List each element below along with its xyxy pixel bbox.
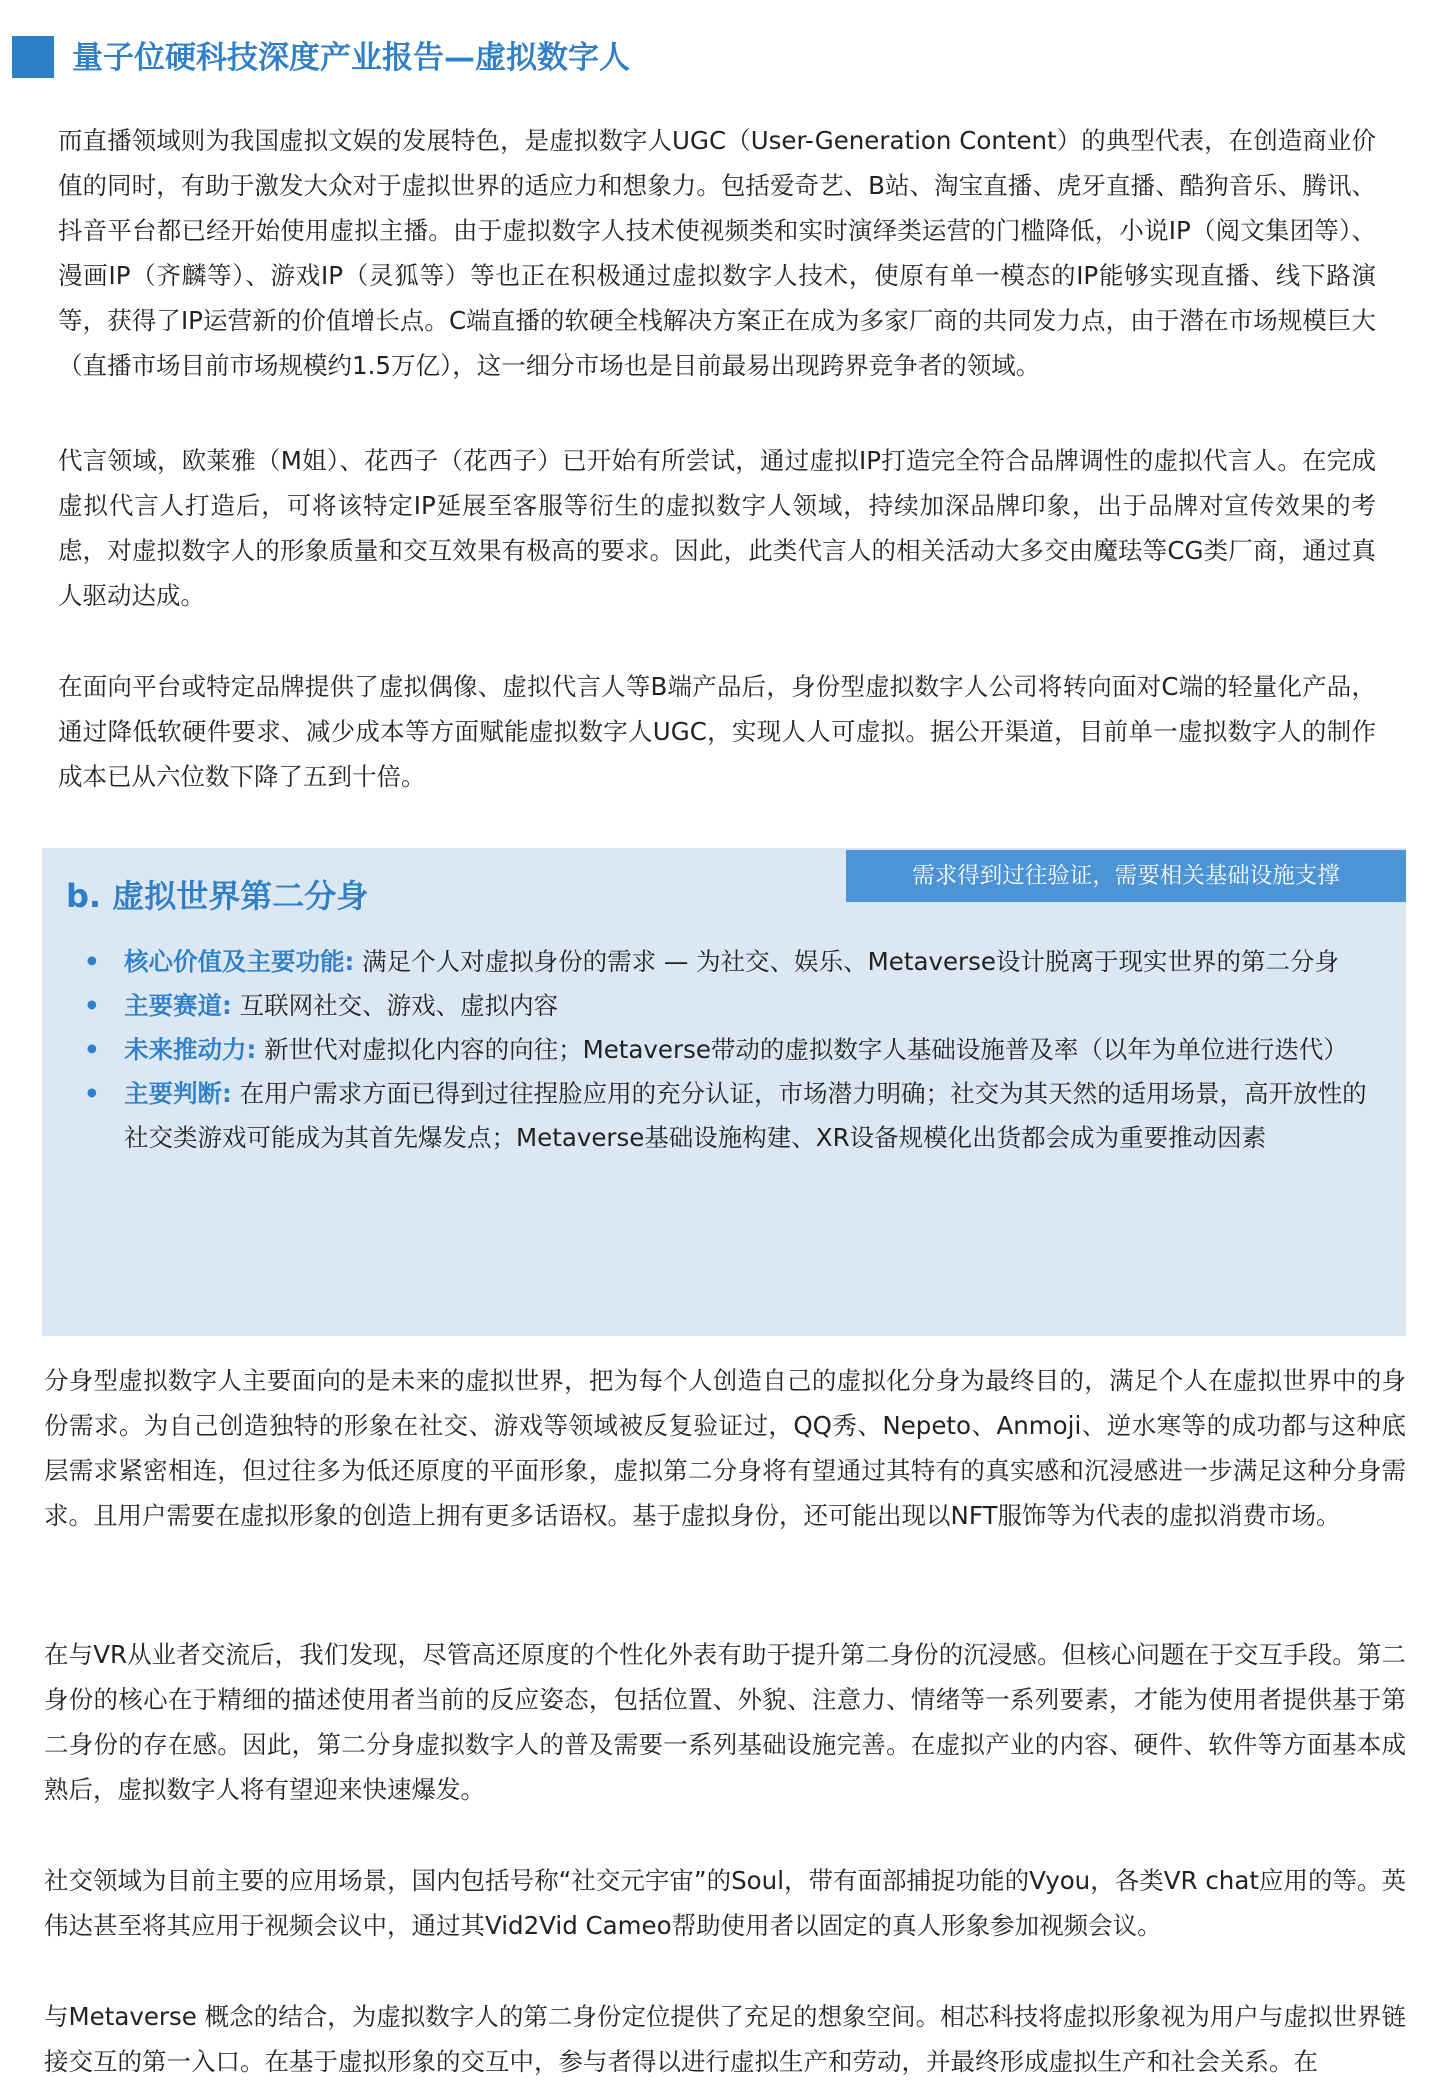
paragraph-second-avatar: 分身型虚拟数字人主要面向的是未来的虚拟世界，把为每个人创造自己的虚拟化分身为最终目的，满足个人在虚拟世界中的身份需求。为自己创造独特的形象在社交、游戏等领域被反复验证过，QQ秀、Nepeto、Anmoji、逆水寒等的成功都与这种底层需求紧密相连，但过往多为低还原度的平面形象，虚拟第二分身将有望通过其特有的真实感和沉浸感进一步满足这种分身需求。且用户需要在虚拟形象的创造上拥有更多话语权。基于虚拟身份，还可能出现以NFT服饰等为代表的虚拟消费市场。: [44, 1366, 1406, 1530]
header-accent-square: [12, 36, 54, 78]
section-summary-box: [42, 848, 1406, 1336]
summary-list: [82, 940, 1382, 1160]
list-item: [82, 1072, 1382, 1160]
paragraph-endorsement: 代言领域，欧莱雅（M姐）、花西子（花西子）已开始有所尝试，通过虚拟IP打造完全符合品牌调性的虚拟代言人。在完成虚拟代言人打造后，可将该特定IP延展至客服等衍生的虚拟数字人领域，持续加深品牌印象，出于品牌对宣传效果的考虑，对虚拟数字人的形象质量和交互效果有极高的要求。因此，此类代言人的相关活动大多交由魔珐等CG类厂商，通过真人驱动达成。: [58, 446, 1376, 610]
list-item: [82, 1028, 1382, 1072]
list-item: [82, 940, 1382, 984]
item-label: 主要赛道:: [124, 991, 232, 1020]
bullet-icon: •: [84, 947, 100, 976]
paragraph-b2c-transition: 在面向平台或特定品牌提供了虚拟偶像、虚拟代言人等B端产品后，身份型虚拟数字人公司将转向面对C端的轻量化产品，通过降低软硬件要求、减少成本等方面赋能虚拟数字人UGC，实现人人可虚拟。据公开渠道，目前单一虚拟数字人的制作成本已从六位数下降了五到十倍。: [58, 672, 1376, 791]
paragraph-social-apps: 社交领域为目前主要的应用场景，国内包括号称“社交元宇宙”的Soul，带有面部捕捉功能的Vyou，各类VR chat应用的等。英伟达甚至将其应用于视频会议中，通过其Vid2Vid Cameo帮助使用者以固定的真人形象参加视频会议。: [44, 1866, 1406, 1940]
item-text: 互联网社交、游戏、虚拟内容: [231, 991, 559, 1020]
paragraph-metaverse: 与Metaverse 概念的结合，为虚拟数字人的第二身份定位提供了充足的想象空间。相芯科技将虚拟形象视为用户与虚拟世界链接交互的第一入口。在基于虚拟形象的交互中，参与者得以进行虚拟生产和劳动，并最终形成虚拟生产和社会关系。在: [44, 2002, 1406, 2076]
item-text: 新世代对虚拟化内容的向往；Metaverse带动的虚拟数字人基础设施普及率（以年为单位进行迭代）: [256, 1035, 1348, 1064]
bullet-icon: •: [84, 991, 100, 1020]
report-title: 量子位硬科技深度产业报告—虚拟数字人: [72, 40, 630, 76]
item-label: 主要判断:: [124, 1079, 232, 1108]
bullet-icon: •: [84, 1035, 100, 1064]
section-title: b. 虚拟世界第二分身: [66, 877, 369, 915]
item-label: 未来推动力:: [124, 1035, 257, 1064]
report-header: [12, 36, 1422, 80]
bullet-icon: •: [84, 1079, 100, 1108]
paragraph-vr-interview: 在与VR从业者交流后，我们发现，尽管高还原度的个性化外表有助于提升第二身份的沉浸感。但核心问题在于交互手段。第二身份的核心在于精细的描述使用者当前的反应姿态，包括位置、外貌、注意力、情绪等一系列要素，才能为使用者提供基于第二身份的存在感。因此，第二分身虚拟数字人的普及需要一系列基础设施完善。在虚拟产业的内容、硬件、软件等方面基本成熟后，虚拟数字人将有望迎来快速爆发。: [44, 1640, 1406, 1804]
item-text: 在用户需求方面已得到过往捏脸应用的充分认证，市场潜力明确；社交为其天然的适用场景，高开放性的社交类游戏可能成为其首先爆发点；Metaverse基础设施构建、XR设备规模化出货都会成为重要推动因素: [124, 1079, 1367, 1152]
paragraph-live-streaming: 而直播领域则为我国虚拟文娱的发展特色，是虚拟数字人UGC（User-Generation Content）的典型代表，在创造商业价值的同时，有助于激发大众对于虚拟世界的适应力和想象力。包括爱奇艺、B站、淘宝直播、虎牙直播、酷狗音乐、腾讯、抖音平台都已经开始使用虚拟主播。由于虚拟数字人技术使视频类和实时演绎类运营的门槛降低，小说IP（阅文集团等）、漫画IP（齐麟等）、游戏IP（灵狐等）等也正在积极通过虚拟数字人技术，使原有单一模态的IP能够实现直播、线下路演等，获得了IP运营新的价值增长点。C端直播的软硬全栈解决方案正在成为多家厂商的共同发力点，由于潜在市场规模巨大（直播市场目前市场规模约1.5万亿），这一细分市场也是目前最易出现跨界竞争者的领域。: [58, 126, 1376, 380]
list-item: [82, 984, 1382, 1028]
item-text: 满足个人对虚拟身份的需求 — 为社交、娱乐、Metaverse设计脱离于现实世界的第二分身: [354, 947, 1339, 976]
section-tag: 需求得到过往验证，需要相关基础设施支撑: [846, 850, 1406, 902]
item-label: 核心价值及主要功能:: [124, 947, 355, 976]
